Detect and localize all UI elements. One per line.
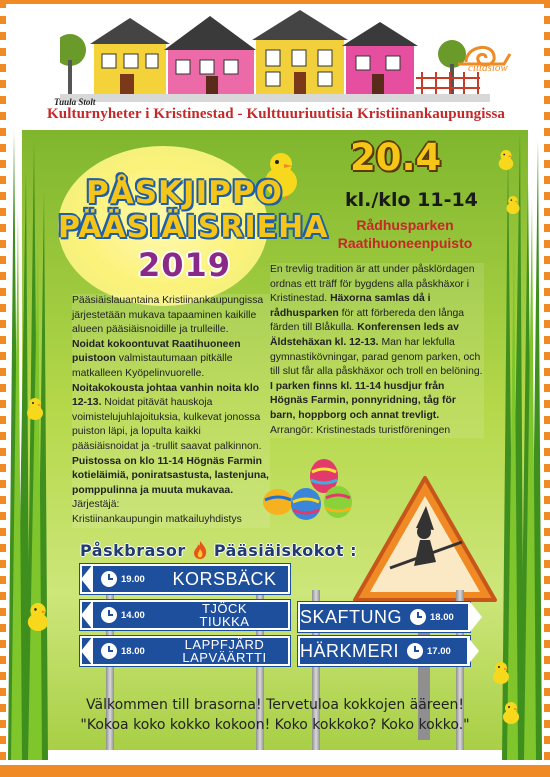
cittaslow-label: cittaslow — [468, 62, 508, 74]
tongue-twister: "Kokoa koko kokko kokoon! Koko kokkoko? Koko kokko." — [80, 717, 470, 733]
grass-left — [8, 130, 48, 760]
fi-organizer: Kristiinankaupungin matkailuyhdistys — [72, 513, 242, 525]
bonfire-time: 19.00 — [121, 573, 145, 585]
bonfire-time: 17.00 — [427, 645, 451, 657]
bonfire-place: LAPPFJÄRD LAPVÄÄRTTI — [182, 637, 267, 665]
clock-icon — [101, 643, 117, 659]
clock-icon — [407, 643, 423, 659]
welcome-message — [40, 695, 510, 735]
event-date: 20.4 — [350, 136, 442, 179]
title-year: 2019 — [138, 246, 232, 284]
bonfire-place: HÄRKMERI — [300, 641, 400, 661]
bonfire-place: TJÖCK TIUKKA — [199, 601, 250, 629]
title-swedish: PÅSKJIPPO — [86, 175, 283, 211]
chick-icon — [24, 396, 46, 422]
bonfire-time: 14.00 — [121, 609, 145, 621]
bonfire-sign-lappfjard — [80, 636, 290, 666]
tagline: Kulturnyheter i Kristinestad - Kulttuuriuutisia Kristiinankaupungissa — [47, 106, 505, 122]
fi-intro: Pääsiäislauantaina Kristiinankaupungissa järjestetään mukava tapaaminen kaikille alueen pääsiäisnoidille ja trulleille. — [72, 295, 264, 336]
bonfire-heading-fi: Pääsiäiskokot : — [213, 541, 358, 560]
arrow-left-icon — [81, 600, 93, 630]
event-venue — [300, 216, 510, 252]
bonfire-sign-skaftung — [298, 602, 470, 632]
bonfire-place: KORSBÄCK — [172, 569, 277, 589]
frame-bottom — [0, 765, 550, 777]
frame-left — [0, 0, 6, 777]
bonfire-sign-tjock — [80, 600, 290, 630]
arrow-left-icon — [81, 564, 93, 594]
clock-icon — [101, 571, 117, 587]
bonfire-heading — [80, 540, 357, 560]
chick-icon — [504, 194, 522, 216]
houses-illustration — [60, 10, 490, 102]
event-time: kl./klo 11-14 — [345, 189, 478, 211]
bonfire-time: 18.00 — [121, 645, 145, 657]
bonfire-place: SKAFTUNG — [300, 607, 403, 627]
bonfire-time: 18.00 — [430, 611, 454, 623]
welcome-line: Välkommen till brasorna! Tervetuloa kokkojen ääreen! — [86, 697, 464, 713]
chick-icon — [496, 148, 516, 172]
sv-organizer: Arrangör: Kristinestads turistföreningen — [270, 424, 451, 436]
venue-finnish: Raatihuoneenpuisto — [337, 235, 473, 251]
fi-meeting: Noitakokousta johtaa vanhin noita klo 12-13. Noidat pitävät hauskoja voimistelujuhlajoituksia, kulkevat jonossa puiston läpi, ja lopulta kaikki pääsiäisnoidat ja -trullit saavat palkinnon. — [72, 382, 262, 452]
sv-body: En trevlig tradition är att under påsklördagen ordnas ett träff för bygdens alla påskhäxor i Kristinestad. Häxorna samlas då i rådhusparken för att förbereda den långa färden till Blåkulla. Konferensen leds av Äldstehäxan kl. 12-13. Man har lekfulla gymnastikövningar, parad genom parken, och till slut får alla påskhäxor och troll en belöning. I parken finns kl. 11-14 husdjur från Högnäs Farmin, ponnyridning, tåg för barn, hoppborg och annat trevligt. — [270, 264, 483, 421]
frame-right — [544, 0, 550, 777]
chick-icon — [24, 600, 52, 634]
fi-organizer-label: Järjestäjä: — [72, 499, 120, 511]
arrow-right-icon — [470, 602, 482, 632]
fi-gather: Noidat kokoontuvat Raatihuoneen puistoon valmistautumaan pitkälle matkalleen Kyöpelinvuorelle. — [72, 338, 241, 379]
venue-swedish: Rådhusparken — [356, 217, 454, 233]
artist-credit: Tuula Stolt — [54, 97, 96, 107]
flame-icon — [190, 540, 210, 560]
frame-top — [0, 0, 550, 4]
arrow-left-icon — [81, 636, 93, 666]
title-finnish: PÄÄSIÄISRIEHA — [58, 210, 329, 245]
fi-park: Puistossa on klo 11-14 Högnäs Farmin kotieläimiä, poniratsastusta, lastenjuna, pomppulinna ja muuta mukavaa. — [72, 455, 269, 496]
swedish-description — [270, 263, 484, 438]
finnish-description — [72, 294, 270, 528]
clock-icon — [101, 607, 117, 623]
bonfire-heading-sv: Påskbrasor — [80, 541, 186, 560]
bonfire-sign-korsback — [80, 564, 290, 594]
clock-icon — [410, 609, 426, 625]
arrow-right-icon — [467, 636, 479, 666]
bonfire-sign-harkmeri — [298, 636, 470, 666]
easter-eggs-illustration — [258, 458, 358, 522]
